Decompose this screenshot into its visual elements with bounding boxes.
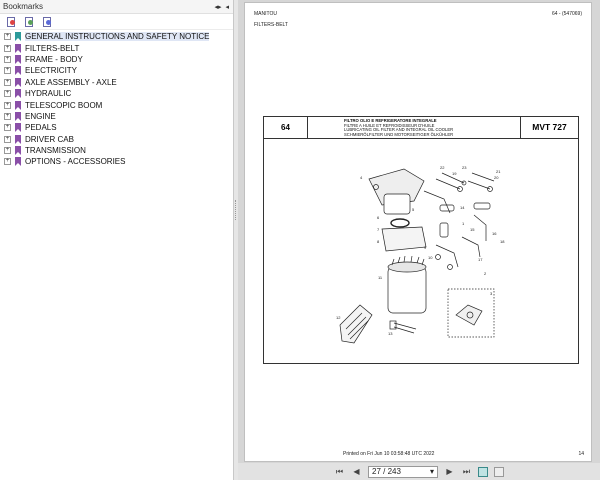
washer-e bbox=[448, 265, 453, 270]
bookmark-label[interactable]: FILTERS-BELT bbox=[25, 43, 80, 53]
bookmark-item[interactable] bbox=[0, 134, 233, 145]
bookmark-item[interactable] bbox=[0, 88, 233, 99]
callout-2: 2 bbox=[484, 271, 487, 276]
bookmark-label[interactable]: DRIVER CAB bbox=[25, 134, 74, 144]
callout-18: 18 bbox=[500, 239, 505, 244]
document-viewer[interactable] bbox=[238, 0, 600, 480]
plate-title-en: LUBRICATING OIL FILTER AND INTEGRAL OIL COOLER bbox=[344, 127, 454, 133]
bookmark-label[interactable]: ENGINE bbox=[25, 111, 56, 121]
callout-8: 8 bbox=[377, 239, 380, 244]
callout-14: 14 bbox=[460, 205, 465, 210]
callout-16: 16 bbox=[492, 231, 497, 236]
callout-13: 13 bbox=[388, 331, 393, 336]
bookmark-icon bbox=[15, 44, 21, 53]
banjo-fitting bbox=[474, 203, 490, 209]
callout-22: 22 bbox=[440, 165, 445, 170]
callout-20: 20 bbox=[494, 175, 499, 180]
cover-bolt bbox=[394, 323, 416, 333]
next-page-button[interactable]: ▶ bbox=[446, 467, 453, 476]
plate-title-fr: FILTRE A HUILE ET REFROIDISSEUR D'HUILE bbox=[344, 122, 435, 128]
washer-d bbox=[436, 255, 441, 260]
bookmark-icon bbox=[15, 135, 21, 144]
filter-cartridge-top bbox=[388, 262, 426, 272]
page-section: FILTERS-BELT bbox=[254, 22, 288, 28]
bookmark-item[interactable] bbox=[0, 111, 233, 122]
chevron-down-icon[interactable]: ▾ bbox=[429, 467, 434, 476]
bookmark-icon bbox=[15, 146, 21, 155]
fit-page-icon[interactable] bbox=[478, 467, 488, 477]
bookmark-list bbox=[0, 30, 233, 168]
detail-part bbox=[456, 305, 482, 325]
last-page-button[interactable]: ⏭ bbox=[462, 467, 471, 476]
bookmark-item[interactable] bbox=[0, 54, 233, 65]
expand-toggle[interactable]: + bbox=[5, 147, 10, 154]
expand-toggle[interactable]: + bbox=[5, 33, 10, 40]
bookmark-icon bbox=[15, 32, 21, 41]
page-brand: MANITOU bbox=[254, 11, 277, 17]
callout-12: 12 bbox=[336, 315, 341, 320]
plate-number: 64 bbox=[264, 117, 308, 138]
callout-9: 9 bbox=[424, 245, 427, 250]
bookmark-options-icon[interactable] bbox=[6, 16, 17, 28]
callout-6: 6 bbox=[377, 215, 380, 220]
callout-7: 7 bbox=[377, 227, 380, 232]
plate-title-de: SCHMIERÖLFILTER UND MOTORSEITIGER ÖLKÜHLER bbox=[344, 131, 454, 137]
bookmark-label[interactable]: ELECTRICITY bbox=[25, 66, 78, 76]
elbow-nut-right bbox=[440, 223, 448, 237]
navigation-bar bbox=[238, 463, 600, 480]
cover-bolt-head bbox=[390, 321, 396, 329]
plate-header bbox=[264, 117, 578, 139]
collapse-bookmark-icon[interactable] bbox=[42, 16, 53, 28]
expand-toggle[interactable]: + bbox=[5, 78, 10, 85]
bookmark-item[interactable] bbox=[0, 156, 233, 167]
filter-head-body bbox=[384, 194, 410, 214]
pipe-lower-right bbox=[462, 237, 480, 257]
plate-model: MVT 727 bbox=[520, 117, 578, 138]
pdf-page bbox=[244, 2, 592, 462]
callout-10: 10 bbox=[428, 255, 433, 260]
expand-toggle[interactable]: + bbox=[5, 55, 10, 62]
previous-page-button[interactable]: ◀ bbox=[353, 467, 360, 476]
page-number-display[interactable]: 27 / 243 bbox=[372, 467, 401, 476]
bookmark-label[interactable]: TRANSMISSION bbox=[25, 146, 86, 156]
bookmarks-panel bbox=[0, 0, 234, 480]
page-footer-number: 14 bbox=[578, 451, 584, 457]
bookmark-label[interactable]: FRAME - BODY bbox=[25, 54, 83, 64]
callout-5: 5 bbox=[412, 207, 415, 212]
bookmark-label[interactable]: GENERAL INSTRUCTIONS AND SAFETY NOTICE bbox=[25, 32, 210, 42]
bookmark-icon bbox=[15, 66, 21, 75]
expand-toggle[interactable]: + bbox=[5, 124, 10, 131]
callout-1: 1 bbox=[462, 221, 465, 226]
bookmark-item[interactable] bbox=[0, 77, 233, 88]
bookmark-label[interactable]: OPTIONS - ACCESSORIES bbox=[25, 157, 126, 167]
bookmark-icon bbox=[15, 101, 21, 110]
expand-toggle[interactable]: + bbox=[5, 158, 10, 165]
splitter-grip[interactable] bbox=[235, 200, 237, 220]
bookmark-item[interactable] bbox=[0, 42, 233, 53]
bookmarks-title: Bookmarks bbox=[3, 2, 44, 11]
bookmark-label[interactable]: TELESCOPIC BOOM bbox=[25, 100, 103, 110]
callout-3: 3 bbox=[490, 291, 493, 296]
parts-plate bbox=[263, 116, 579, 364]
bookmark-item[interactable] bbox=[0, 145, 233, 156]
callout-15: 15 bbox=[470, 227, 475, 232]
callout-21: 21 bbox=[496, 169, 501, 174]
callout-23: 23 bbox=[462, 165, 467, 170]
bookmarks-toolbar bbox=[0, 14, 233, 30]
bookmark-icon bbox=[15, 89, 21, 98]
bookmark-item[interactable] bbox=[0, 65, 233, 76]
expand-toggle[interactable]: + bbox=[5, 67, 10, 74]
page-number-selector[interactable] bbox=[368, 466, 438, 478]
bookmark-icon bbox=[15, 55, 21, 64]
expand-toggle[interactable]: + bbox=[5, 44, 10, 51]
callout-4: 4 bbox=[360, 175, 363, 180]
callout-11: 11 bbox=[378, 275, 383, 280]
bookmark-label[interactable]: HYDRAULIC bbox=[25, 89, 72, 99]
page-code: 64 - (547069) bbox=[551, 11, 582, 17]
cover-plate bbox=[340, 305, 372, 343]
panel-collapse-icon[interactable]: ◂ bbox=[225, 3, 229, 11]
bookmark-label[interactable]: PEDALS bbox=[25, 123, 57, 133]
bookmarks-header bbox=[0, 0, 233, 14]
page-footer-printed: Printed on Fri Jun 10 03:58:48 UTC 2022 bbox=[343, 451, 435, 457]
bookmark-label[interactable]: AXLE ASSEMBLY - AXLE bbox=[25, 77, 117, 87]
bookmark-item[interactable] bbox=[0, 99, 233, 110]
bookmark-icon bbox=[15, 112, 21, 121]
bookmark-item[interactable] bbox=[0, 31, 233, 42]
callout-17: 17 bbox=[478, 257, 483, 262]
callout-19: 19 bbox=[452, 171, 457, 176]
plate-title-it: FILTRO OLIO E REFRIGERATORE INTEGRALE bbox=[344, 118, 437, 123]
pipe-lower-left bbox=[436, 245, 458, 267]
oil-cooler-block bbox=[382, 227, 426, 251]
panel-resize-icon[interactable]: ◂▸ bbox=[214, 3, 222, 11]
bookmark-icon bbox=[15, 78, 21, 87]
fit-width-icon[interactable] bbox=[494, 467, 504, 477]
elbow-fitting-right bbox=[474, 215, 486, 241]
bookmark-item[interactable] bbox=[0, 122, 233, 133]
expand-toggle[interactable]: + bbox=[5, 112, 10, 119]
filter-cartridge bbox=[388, 267, 426, 313]
expand-toggle[interactable]: + bbox=[5, 135, 10, 142]
pipe-fitting-upper bbox=[424, 191, 450, 213]
exploded-parts-diagram bbox=[264, 139, 578, 363]
first-page-button[interactable]: ⏮ bbox=[335, 467, 344, 476]
expand-bookmark-icon[interactable] bbox=[24, 16, 35, 28]
expand-toggle[interactable]: + bbox=[5, 101, 10, 108]
bookmark-icon bbox=[15, 157, 21, 166]
seal-ring bbox=[391, 219, 409, 227]
expand-toggle[interactable]: + bbox=[5, 90, 10, 97]
bookmark-icon bbox=[15, 123, 21, 132]
plate-titles bbox=[344, 119, 494, 137]
